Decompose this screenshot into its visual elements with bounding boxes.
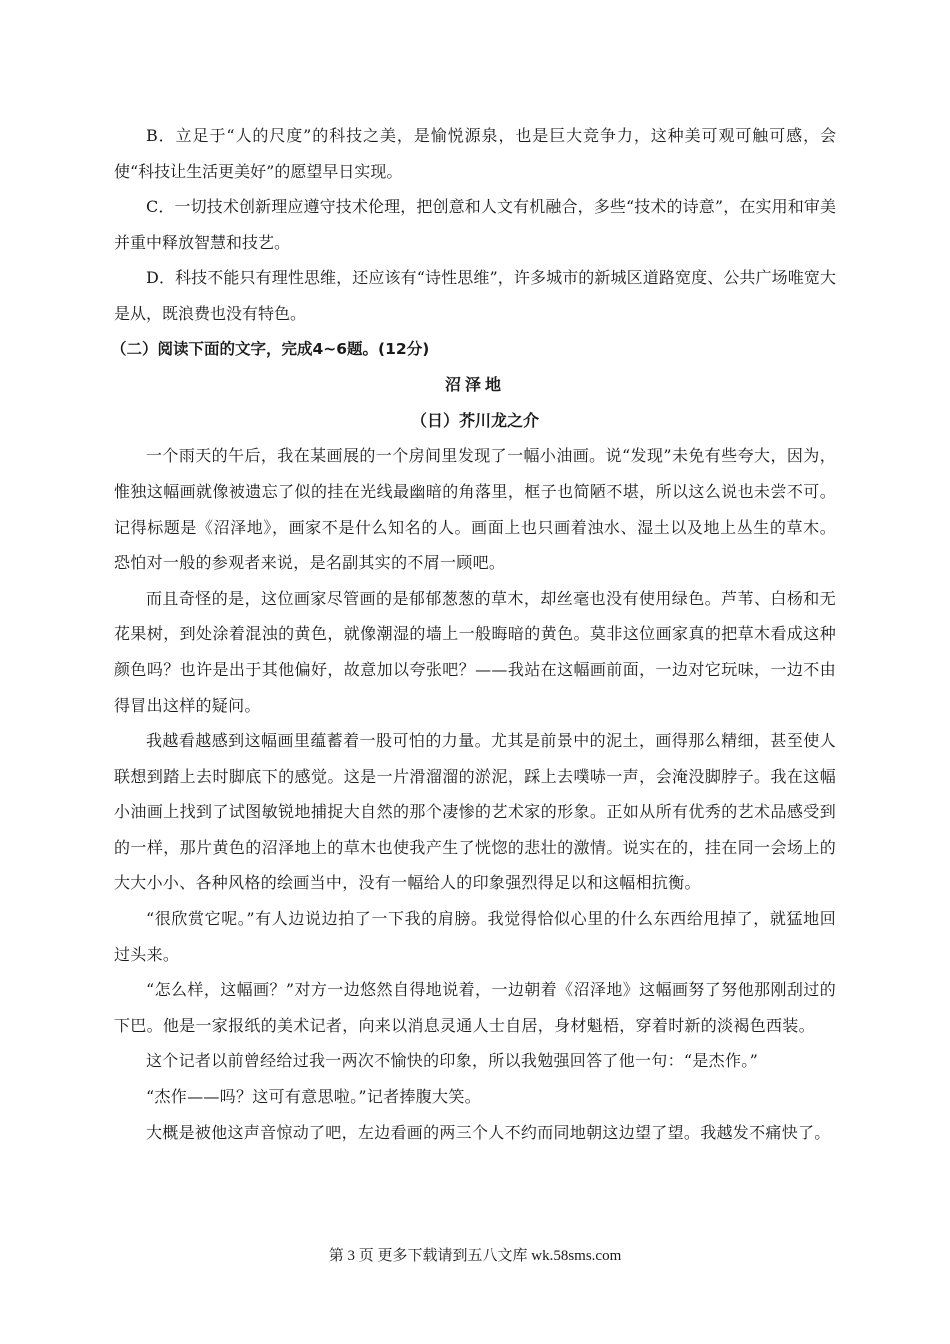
article-paragraph: “杰作——吗？这可有意思啦。”记者捧腹大笑。 bbox=[146, 1087, 481, 1107]
article-paragraph: 大概是被他这声音惊动了吧，左边看画的两三个人不约而同地朝这边望了望。我越发不痛快了。 bbox=[146, 1122, 831, 1142]
article-paragraph: 这个记者以前曾经给过我一两次不愉快的印象，所以我勉强回答了他一句：“是杰作。” bbox=[146, 1051, 759, 1071]
section-heading: （二）阅读下面的文字，完成4~6题。(12分) bbox=[111, 339, 430, 358]
article-paragraph: “很欣赏它呢。”有人边说边拍了一下我的肩膀。我觉得恰似心里的什么东西给甩掉了，就猛地回过头来。 bbox=[114, 909, 836, 964]
article-paragraph: 一个雨天的午后，我在某画展的一个房间里发现了一幅小油画。说“发现”未免有些夸大，因为，惟独这幅画就像被遗忘了似的挂在光线最幽暗的角落里，框子也简陋不堪，所以这么说也未尝不可。记得标题是《沼泽地》，画家不是什么知名的人。画面上也只画着浊水、湿土以及地上丛生的草木。恐怕对一般的参观者来说，是名副其实的不屑一顾吧。 bbox=[114, 446, 836, 573]
article-title: 沼泽地 bbox=[444, 375, 505, 395]
article-paragraph: 而且奇怪的是，这位画家尽管画的是郁郁葱葱的草木，却丝毫也没有使用绿色。芦苇、白杨和无花果树，到处涂着混浊的黄色，就像潮湿的墙上一般晦暗的黄色。莫非这位画家真的把草木看成这种颜色吗？也许是出于其他偏好，故意加以夸张吧？——我站在这幅画前面，一边对它玩味，一边不由得冒出这样的疑问。 bbox=[114, 588, 836, 715]
page-footer: 第 3 页 更多下载请到五八文库 wk.58sms.com bbox=[328, 1248, 622, 1264]
article-author: （日）芥川龙之介 bbox=[410, 410, 539, 430]
article-paragraph: 我越看越感到这幅画里蕴蓄着一股可怕的力量。尤其是前景中的泥土，画得那么精细，甚至使人联想到踏上去时脚底下的感觉。这是一片滑溜溜的淤泥，踩上去噗哧一声，会淹没脚脖子。我在这幅小油画上找到了试图敏锐地捕捉大自然的那个凄惨的艺术家的形象。正如从所有优秀的艺术品感受到的一样，那片黄色的沼泽地上的草木也使我产生了恍惚的悲壮的激情。说实在的，挂在同一会场上的大大小小、各种风格的绘画当中，没有一幅给人的印象强烈得足以和这幅相抗衡。 bbox=[114, 731, 836, 893]
article-paragraph: “怎么样，这幅画？”对方一边悠然自得地说着，一边朝着《沼泽地》这幅画努了努他那刚刮过的下巴。他是一家报纸的美术记者，向来以消息灵通人士自居，身材魁梧，穿着时新的淡褐色西装。 bbox=[114, 980, 836, 1035]
option-d: D．科技不能只有理性思维，还应该有“诗性思维”，许多城市的新城区道路宽度、公共广场唯宽大是从，既浪费也没有特色。 bbox=[114, 268, 836, 323]
option-c: C．一切技术创新理应遵守技术伦理，把创意和人文有机融合，多些“技术的诗意”，在实用和审美并重中释放智慧和技艺。 bbox=[114, 197, 836, 252]
document-page bbox=[111, 118, 836, 1150]
option-b: B．立足于“人的尺度”的科技之美，是愉悦源泉，也是巨大竞争力，这种美可观可触可感，会使“科技让生活更美好”的愿望早日实现。 bbox=[114, 126, 836, 181]
